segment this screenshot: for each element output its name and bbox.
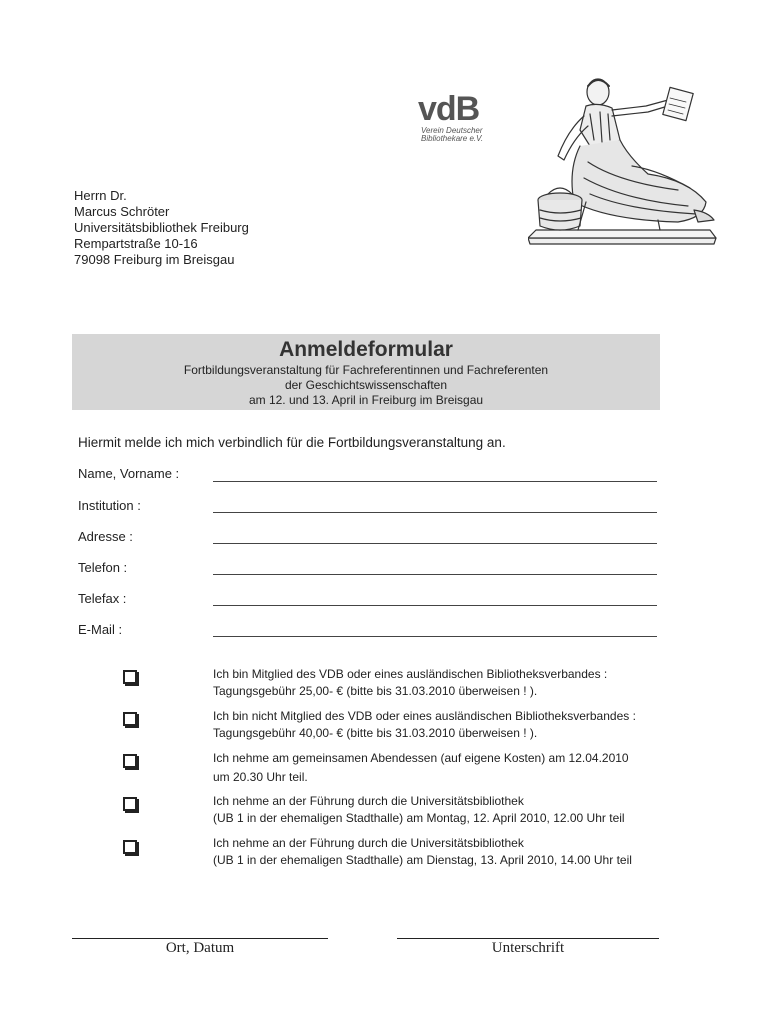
telefax-label: Telefax : (78, 591, 127, 606)
signature-line[interactable] (397, 938, 659, 939)
name-field[interactable] (213, 481, 657, 482)
member-option-text (213, 666, 607, 700)
option-line: Tagungsgebühr 40,00- € (bitte bis 31.03.2010 überweisen ! ). (213, 726, 538, 740)
address-line: Marcus Schröter (74, 204, 170, 219)
option-line: (UB 1 in der ehemaligen Stadthalle) am Montag, 12. April 2010, 12.00 Uhr teil (213, 811, 625, 825)
option-line: Ich nehme am gemeinsamen Abendessen (auf eigene Kosten) am 12.04.2010 (213, 751, 629, 765)
telefax-field[interactable] (213, 605, 657, 606)
logo-mark: vdB (418, 90, 480, 128)
address-line: 79098 Freiburg im Breisgau (74, 252, 235, 267)
logo-line-1: Verein Deutscher (421, 126, 483, 135)
form-subtitle-line: am 12. und 13. April in Freiburg im Breisgau (248, 393, 484, 407)
form-subtitle-line: der Geschichtswissenschaften (284, 378, 448, 392)
logo-line-2: Bibliothekare e.V. (421, 134, 484, 143)
option-line: um 20.30 Uhr teil. (213, 770, 308, 784)
signature-label: Unterschrift (491, 940, 565, 956)
form-header (72, 334, 660, 410)
dinner-checkbox[interactable] (123, 754, 137, 768)
name-label: Name, Vorname : (78, 466, 180, 481)
recipient-address (74, 188, 249, 268)
option-line: (UB 1 in der ehemaligen Stadthalle) am Dienstag, 13. April 2010, 14.00 Uhr teil (213, 853, 632, 867)
institution-field[interactable] (213, 512, 657, 513)
tour-monday-checkbox[interactable] (123, 797, 137, 811)
email-field[interactable] (213, 636, 657, 637)
form-subtitle-line: Fortbildungsveranstaltung für Fachreferentinnen und Fachreferenten (183, 363, 549, 377)
option-line: Ich nehme an der Führung durch die Universitätsbibliothek (213, 794, 524, 808)
adresse-label: Adresse : (78, 529, 133, 544)
dinner-option-text (213, 749, 629, 787)
non-member-option-text (213, 708, 636, 742)
vdb-logo (418, 90, 508, 143)
telefon-label: Telefon : (78, 560, 128, 575)
place-date-label: Ort, Datum (165, 940, 235, 956)
tour-tuesday-option-text (213, 835, 632, 869)
institution-label: Institution : (78, 498, 141, 513)
email-label: E-Mail : (78, 622, 123, 637)
option-line: Ich bin Mitglied des VDB oder eines ausländischen Bibliotheksverbandes : (213, 667, 608, 681)
option-line: Ich bin nicht Mitglied des VDB oder eines ausländischen Bibliotheksverbandes : (213, 709, 636, 723)
form-title: Anmeldeformular (279, 338, 453, 361)
option-line: Tagungsgebühr 25,00- € (bitte bis 31.03.2010 überweisen ! ). (213, 684, 538, 698)
member-checkbox[interactable] (123, 670, 137, 684)
place-date-line[interactable] (72, 938, 328, 939)
tour-tuesday-checkbox[interactable] (123, 840, 137, 854)
address-line: Rempartstraße 10-16 (74, 236, 198, 251)
telefon-field[interactable] (213, 574, 657, 575)
intro-text: Hiermit melde ich mich verbindlich für die Fortbildungsveranstaltung an. (78, 435, 506, 450)
address-line: Universitätsbibliothek Freiburg (74, 220, 249, 235)
option-line: Ich nehme an der Führung durch die Universitätsbibliothek (213, 836, 524, 850)
adresse-field[interactable] (213, 543, 657, 544)
statue-illustration (528, 70, 718, 250)
non-member-checkbox[interactable] (123, 712, 137, 726)
address-line: Herrn Dr. (74, 188, 127, 203)
tour-monday-option-text (213, 793, 625, 827)
